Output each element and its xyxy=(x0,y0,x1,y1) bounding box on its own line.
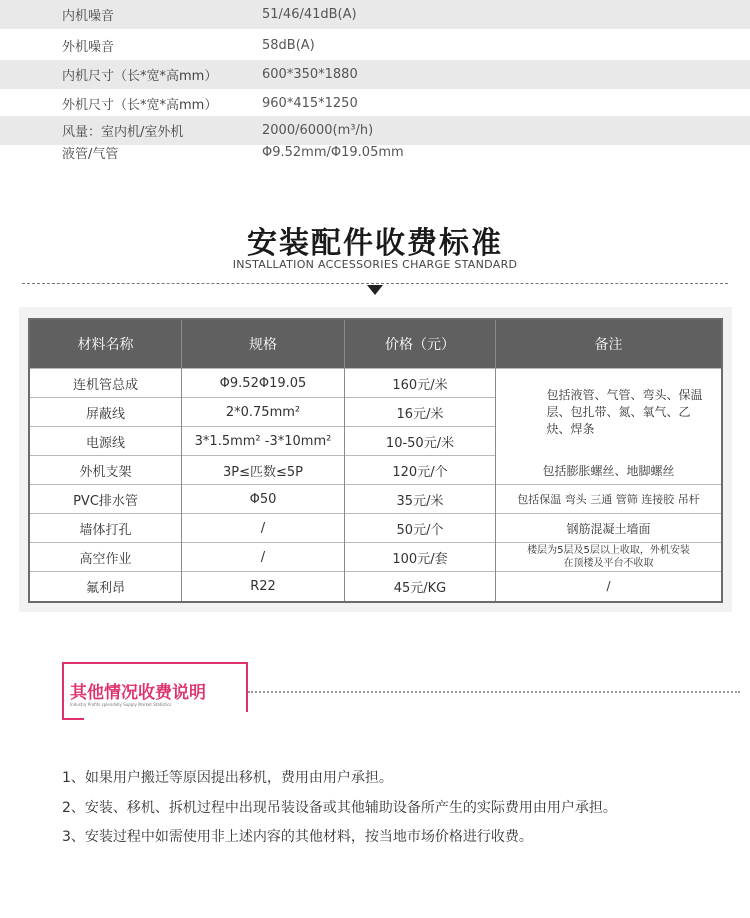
table-row xyxy=(30,542,721,571)
cell-name: PVC排水管 xyxy=(73,493,138,509)
charge-note-1: 1、如果用户搬迁等原因提出移机，费用由用户承担。 xyxy=(62,770,393,786)
table-row xyxy=(30,571,721,601)
charge-table-panel xyxy=(19,307,732,612)
dashed-divider xyxy=(22,283,728,284)
cell-price: 45元/KG xyxy=(393,580,447,596)
table-row xyxy=(30,484,721,513)
cell-price: 100元/套 xyxy=(392,551,448,567)
spec-value: 2000/6000(m³/h) xyxy=(262,123,374,138)
spec-label: 液管/气管 xyxy=(62,147,119,162)
cell-spec: Φ9.52Φ19.05 xyxy=(219,375,307,391)
cell-note: 包括保温 弯头 三通 管筛 连接胶 吊杆 xyxy=(517,493,700,506)
header-material: 材料名称 xyxy=(77,337,134,353)
other-charges-badge xyxy=(62,662,248,720)
cell-spec: Φ50 xyxy=(249,491,277,507)
spec-row-indoor-size xyxy=(0,60,750,89)
cell-note: 钢筋混凝土墙面 xyxy=(566,521,651,536)
header-spec: 规格 xyxy=(249,337,277,353)
other-charges-subtitle: Industry Profits splendidly Supply Market Statistics xyxy=(70,702,172,707)
cell-price: 160元/米 xyxy=(392,377,448,393)
spec-label: 内机噪音 xyxy=(62,9,115,24)
cell-note: 包括膨胀螺丝、地脚螺丝 xyxy=(542,463,675,478)
cell-name: 高空作业 xyxy=(79,551,132,567)
merged-note-cell xyxy=(496,369,721,456)
spec-value: Φ9.52mm/Φ19.05mm xyxy=(262,145,404,160)
cell-price: 16元/米 xyxy=(396,406,444,422)
column-divider xyxy=(181,320,182,601)
table-row xyxy=(30,455,721,484)
cell-price: 35元/米 xyxy=(396,493,444,509)
badge-frame-gap xyxy=(84,712,248,722)
column-divider xyxy=(344,320,345,601)
header-note: 备注 xyxy=(594,337,623,353)
column-divider xyxy=(495,320,496,601)
cell-name: 氟利昂 xyxy=(85,580,125,596)
spec-row-outdoor-noise xyxy=(0,31,750,60)
section-title: 安装配件收费标准 xyxy=(247,226,503,261)
charge-note-2: 2、安装、移机、拆机过程中出现吊装设备或其他辅助设备所产生的实际费用由用户承担。 xyxy=(62,800,617,816)
spec-label: 内机尺寸（长*宽*高mm） xyxy=(62,69,218,84)
spec-value: 600*350*1880 xyxy=(262,67,358,82)
cell-spec: 3*1.5mm² -3*10mm² xyxy=(194,433,332,449)
spec-row-outdoor-size xyxy=(0,89,750,118)
spec-value: 58dB(A) xyxy=(262,38,315,53)
cell-spec: 2*0.75mm² xyxy=(225,404,301,420)
spec-row-pipes xyxy=(0,138,750,167)
section-subtitle: INSTALLATION ACCESSORIES CHARGE STANDARD xyxy=(232,258,518,271)
cell-name: 电源线 xyxy=(85,435,125,451)
down-triangle-icon xyxy=(367,285,383,295)
merged-note-text: 包括液管、气管、弯头、保温层、包扎带、氮、氧气、乙炔、焊条 xyxy=(546,388,703,436)
cell-note: 楼层为5层及5层以上收取，外机安装在顶楼及平台不收取 xyxy=(527,545,690,569)
cell-name: 墙体打孔 xyxy=(79,522,132,538)
cell-price: 50元/个 xyxy=(396,522,444,538)
cell-price: 10-50元/米 xyxy=(385,435,455,451)
cell-price: 120元/个 xyxy=(392,464,448,480)
header-price: 价格（元） xyxy=(385,337,455,353)
dotted-divider xyxy=(248,691,740,693)
table-header xyxy=(30,320,721,368)
table-row xyxy=(30,513,721,542)
other-charges-title: 其他情况收费说明 xyxy=(70,678,212,703)
spec-label: 外机尺寸（长*宽*高mm） xyxy=(62,98,218,113)
cell-spec: R22 xyxy=(250,578,276,594)
cell-name: 连机管总成 xyxy=(72,377,138,393)
charge-note-3: 3、安装过程中如需使用非上述内容的其他材料，按当地市场价格进行收费。 xyxy=(62,829,533,845)
cell-spec: / xyxy=(260,520,266,536)
spec-label: 外机噪音 xyxy=(62,40,115,55)
cell-spec: 3P≤匹数≤5P xyxy=(222,464,303,480)
spec-row-indoor-noise xyxy=(0,0,750,29)
spec-label: 风量：室内机/室外机 xyxy=(62,125,184,140)
spec-value: 51/46/41dB(A) xyxy=(262,7,357,22)
spec-value: 960*415*1250 xyxy=(262,96,358,111)
cell-spec: / xyxy=(260,549,266,565)
cell-name: 屏蔽线 xyxy=(85,406,125,422)
charge-table xyxy=(28,318,723,603)
cell-note: / xyxy=(606,579,611,593)
cell-name: 外机支架 xyxy=(79,464,132,480)
